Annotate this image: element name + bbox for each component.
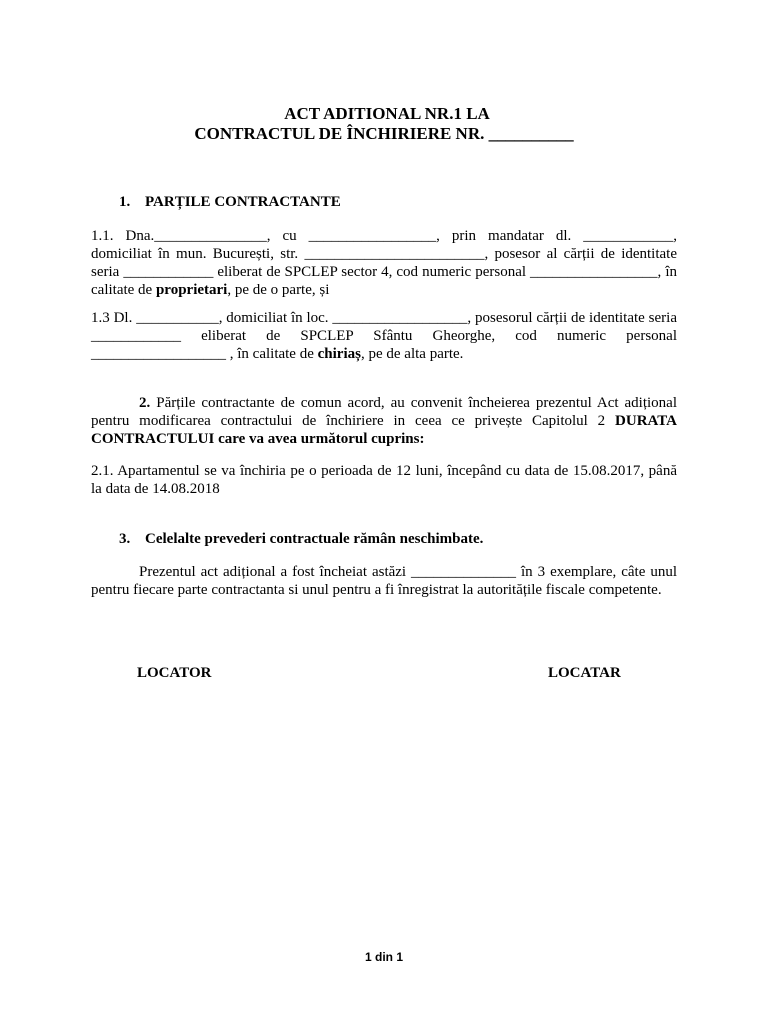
section-1-number: 1. — [119, 194, 131, 210]
document-title — [0, 104, 768, 144]
section-3-title: Celelalte prevederi contractuale rămân neschimbate. — [145, 531, 484, 547]
clause-1-3-role: chiriaș — [317, 346, 361, 362]
clause-1-1 — [91, 227, 677, 299]
clause-1-3 — [91, 309, 677, 363]
clause-1-3-text: 1.3 Dl. ___________, domiciliat în loc. __________________, posesorul cărții de identitate seria ____________ eliberat de SPCLEP Sfântu Gheorghe, cod numeric personal __________________ , în calitate de — [91, 310, 677, 362]
section-1-heading — [91, 193, 677, 211]
section-3-number: 3. — [119, 531, 131, 547]
clause-2-1 — [91, 462, 677, 498]
closing-text: Prezentul act adițional a fost încheiat astăzi ______________ în 3 exemplare, câte unul pentru fiecare parte contractanta si unul pentru a fi înregistrat la autoritățile fiscale competente. — [91, 564, 677, 598]
title-line-2: CONTRACTUL DE ÎNCHIRIERE NR. __________ — [194, 124, 574, 143]
page-number: 1 din 1 — [364, 950, 403, 964]
clause-2-1-text: 2.1. Apartamentul se va închiria pe o perioada de 12 luni, începând cu data de 15.08.2017, până la data de 14.08.2018 — [91, 463, 677, 497]
section-2-bold-text: DURATA CONTRACTULUI care va avea următorul cuprins: — [91, 413, 677, 447]
section-2-paragraph — [91, 394, 677, 448]
section-2-text: Părțile contractante de comun acord, au convenit încheierea prezentul Act adițional pentru modificarea contractului de închiriere in ceea ce privește Capitolul 2 — [91, 395, 677, 429]
signature-locator: LOCATOR — [137, 665, 212, 681]
section-3-heading — [91, 530, 677, 548]
closing-paragraph — [91, 563, 677, 599]
clause-1-1-text: 1.1. Dna._______________, cu _________________, prin mandatar dl. ____________, domiciliat în mun. București, str. ________________________, posesor al cărții de identitate seria ____________ eliberat de SPCLEP sector 4, cod numeric personal _________________, în calitate de — [91, 228, 677, 298]
clause-1-1-end: , pe de o parte, și — [227, 282, 330, 298]
clause-1-1-role: proprietari — [155, 282, 228, 298]
clause-1-3-end: , pe de alta parte. — [360, 346, 464, 362]
section-1-title: PARȚILE CONTRACTANTE — [145, 194, 341, 210]
title-line-1: ACT ADITIONAL NR.1 LA — [284, 104, 490, 123]
section-2-number: 2. — [139, 395, 151, 411]
signature-locatar: LOCATAR — [548, 665, 621, 681]
